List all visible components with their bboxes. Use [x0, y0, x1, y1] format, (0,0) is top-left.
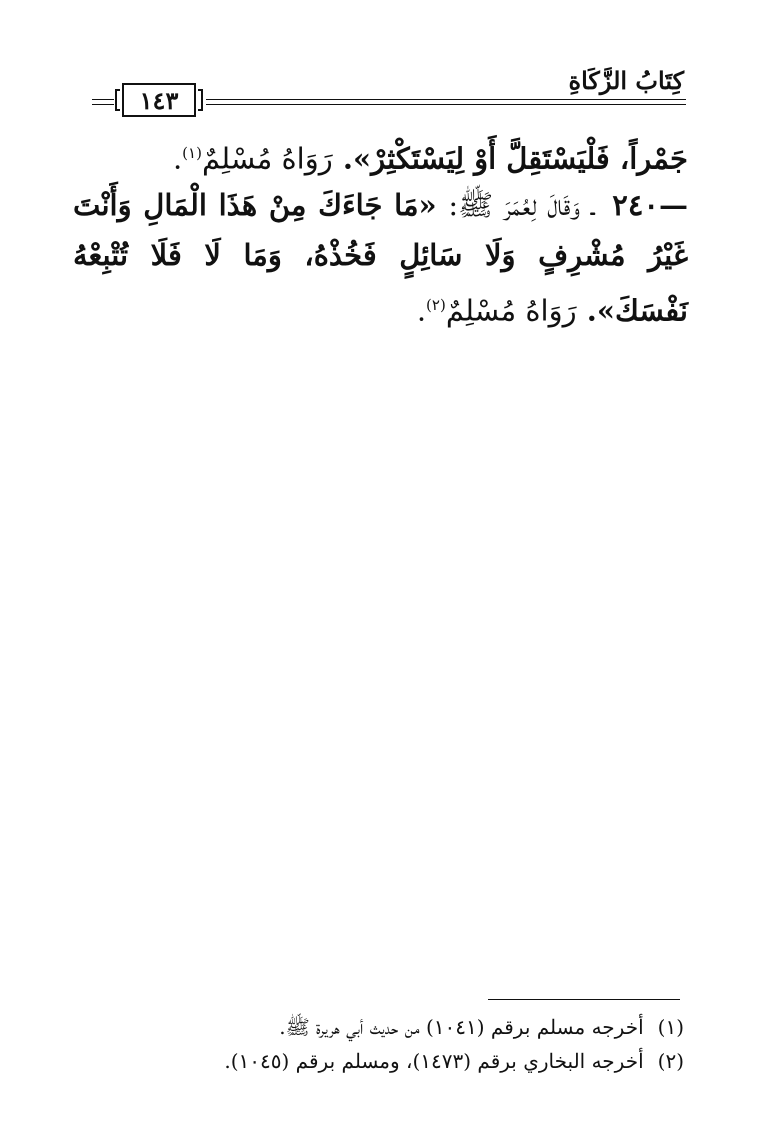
header-rule-bottom	[206, 104, 686, 105]
footnote-item	[64, 1010, 684, 1044]
header-rule-left-bottom	[92, 104, 114, 105]
footnote-number: (١)	[657, 1015, 684, 1039]
footnotes	[64, 1010, 684, 1078]
footnote-item	[64, 1044, 684, 1078]
line1-end: .	[172, 141, 183, 176]
footnote-ref-1: (١)	[182, 144, 202, 162]
page-number	[122, 83, 196, 117]
hadith-continuation: جَمْراً، فَلْيَسْتَقِلَّ أَوْ لِيَسْتَكْثِرْ».	[342, 141, 688, 176]
hadith-text: «مَا جَاءَكَ مِنْ هَذَا الْمَالِ وَأَنْتَ غَيْرُ مُشْرِفٍ وَلَا سَائِلٍ فَخُذْهُ، وَمَا لَا فَلَا تُتْبِعْهُ نَفْسَكَ».	[73, 188, 688, 328]
chapter-title: كِتَابُ الزَّكَاةِ	[568, 66, 684, 95]
footnote-ref-2: (٢)	[426, 296, 446, 314]
hadith-intro: ـ وَقَالَ لِعُمَرَ ﷺ:	[448, 188, 595, 222]
header-rule-top	[206, 99, 686, 100]
hadith-number: — ٢٤٠	[612, 188, 688, 222]
narrator-note: رَوَاهُ مُسْلِمٌ	[201, 141, 333, 176]
hadith-end: .	[416, 293, 427, 328]
footnote-divider	[488, 999, 680, 1000]
header-rule-left-top	[92, 99, 114, 100]
hadith-paragraph	[73, 180, 688, 336]
footnote-text: أخرجه مسلم برقم (١٠٤١) من حديث أبي هريرة ﷺ.	[279, 1015, 644, 1039]
narrator-note-2: رَوَاهُ مُسْلِمٌ	[445, 293, 577, 328]
page-number-text: ١٤٣	[139, 85, 179, 115]
text-line-continuation	[73, 128, 688, 184]
footnote-number: (٢)	[657, 1049, 684, 1073]
footnote-text: أخرجه البخاري برقم (١٤٧٣)، ومسلم برقم (١٠٤٥).	[224, 1049, 644, 1073]
